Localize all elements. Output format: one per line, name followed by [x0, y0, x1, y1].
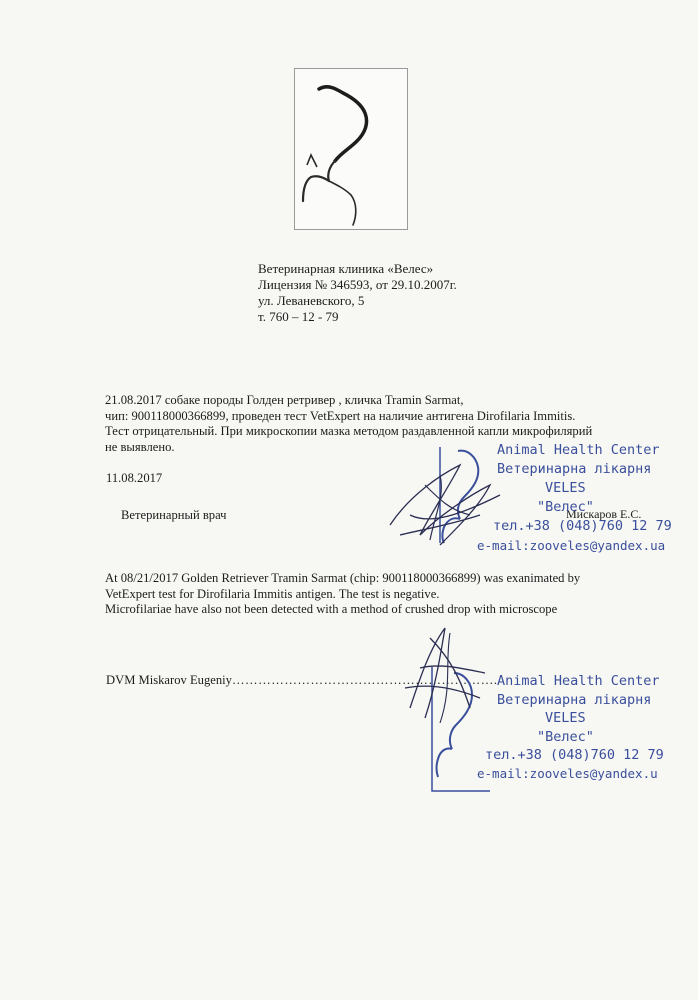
stamp1-line-4: "Велес": [537, 499, 594, 515]
stamp2-line-4: "Велес": [537, 728, 594, 745]
english-statement: [105, 571, 665, 618]
ru-line-3: Тест отрицательный. При микроскопии мазка методом раздавленной капли микрофилярий: [105, 424, 593, 439]
stamp1-line-1: Animal Health Center: [497, 442, 660, 458]
clinic-license: Лицензия № 346593, от 29.10.2007г.: [258, 277, 457, 292]
clinic-header: [258, 261, 457, 325]
signer-name: DVM Miskarov Eugeniy: [106, 673, 232, 687]
stamp1-line-5: тел.+38 (048)760 12 79: [493, 518, 672, 534]
clinic-address: ул. Леваневского, 5: [258, 293, 365, 308]
stamp1-line-3: VELES: [545, 480, 586, 496]
stamp-2: [477, 672, 664, 783]
stamp1-line-2: Ветеринарна лікарня: [497, 461, 652, 477]
stamp2-line-5: тел.+38 (048)760 12 79: [485, 747, 664, 763]
stamp2-line-2: Ветеринарна лікарня: [497, 691, 652, 708]
document-date: 11.08.2017: [106, 471, 163, 485]
stamp2-line-6: e-mail:zooveles@yandex.u: [477, 765, 658, 781]
clinic-name: Ветеринарная клиника «Велес»: [258, 261, 434, 276]
stamp2-line-1: Animal Health Center: [497, 673, 660, 689]
clinic-phone: т. 760 – 12 - 79: [258, 309, 339, 324]
ru-line-4: не выявлено.: [105, 440, 175, 455]
signature-1: [380, 455, 520, 555]
clinic-logo: [294, 68, 408, 230]
dog-cat-logo-icon: [295, 69, 407, 229]
signature-2: [390, 618, 500, 728]
ru-line-1: 21.08.2017 собаке породы Голден ретривер , кличка Tramin Sarmat,: [105, 393, 464, 407]
stamp1-line-6: e-mail:zooveles@yandex.ua: [477, 538, 666, 553]
doctor-name: Мискаров Е.С.: [566, 507, 642, 521]
doctor-label: Ветеринарный врач: [121, 508, 227, 522]
en-line-2: VetExpert test for Dirofilaria Immitis antigen. The test is negative.: [105, 586, 440, 601]
ru-line-2: чип: 900118000366899, проведен тест VetExpert на наличие антигена Dirofilaria Immitis.: [105, 408, 576, 423]
stamp2-line-3: VELES: [545, 710, 586, 726]
en-line-3: Microfilariae have also not been detected with a method of crushed drop with microscope: [105, 602, 558, 616]
en-line-1: At 08/21/2017 Golden Retriever Tramin Sarmat (chip: 900118000366899) was exanimated by: [105, 571, 581, 585]
signature-dots: …………………………………………………….: [231, 673, 498, 687]
stamp-1: [477, 441, 672, 555]
